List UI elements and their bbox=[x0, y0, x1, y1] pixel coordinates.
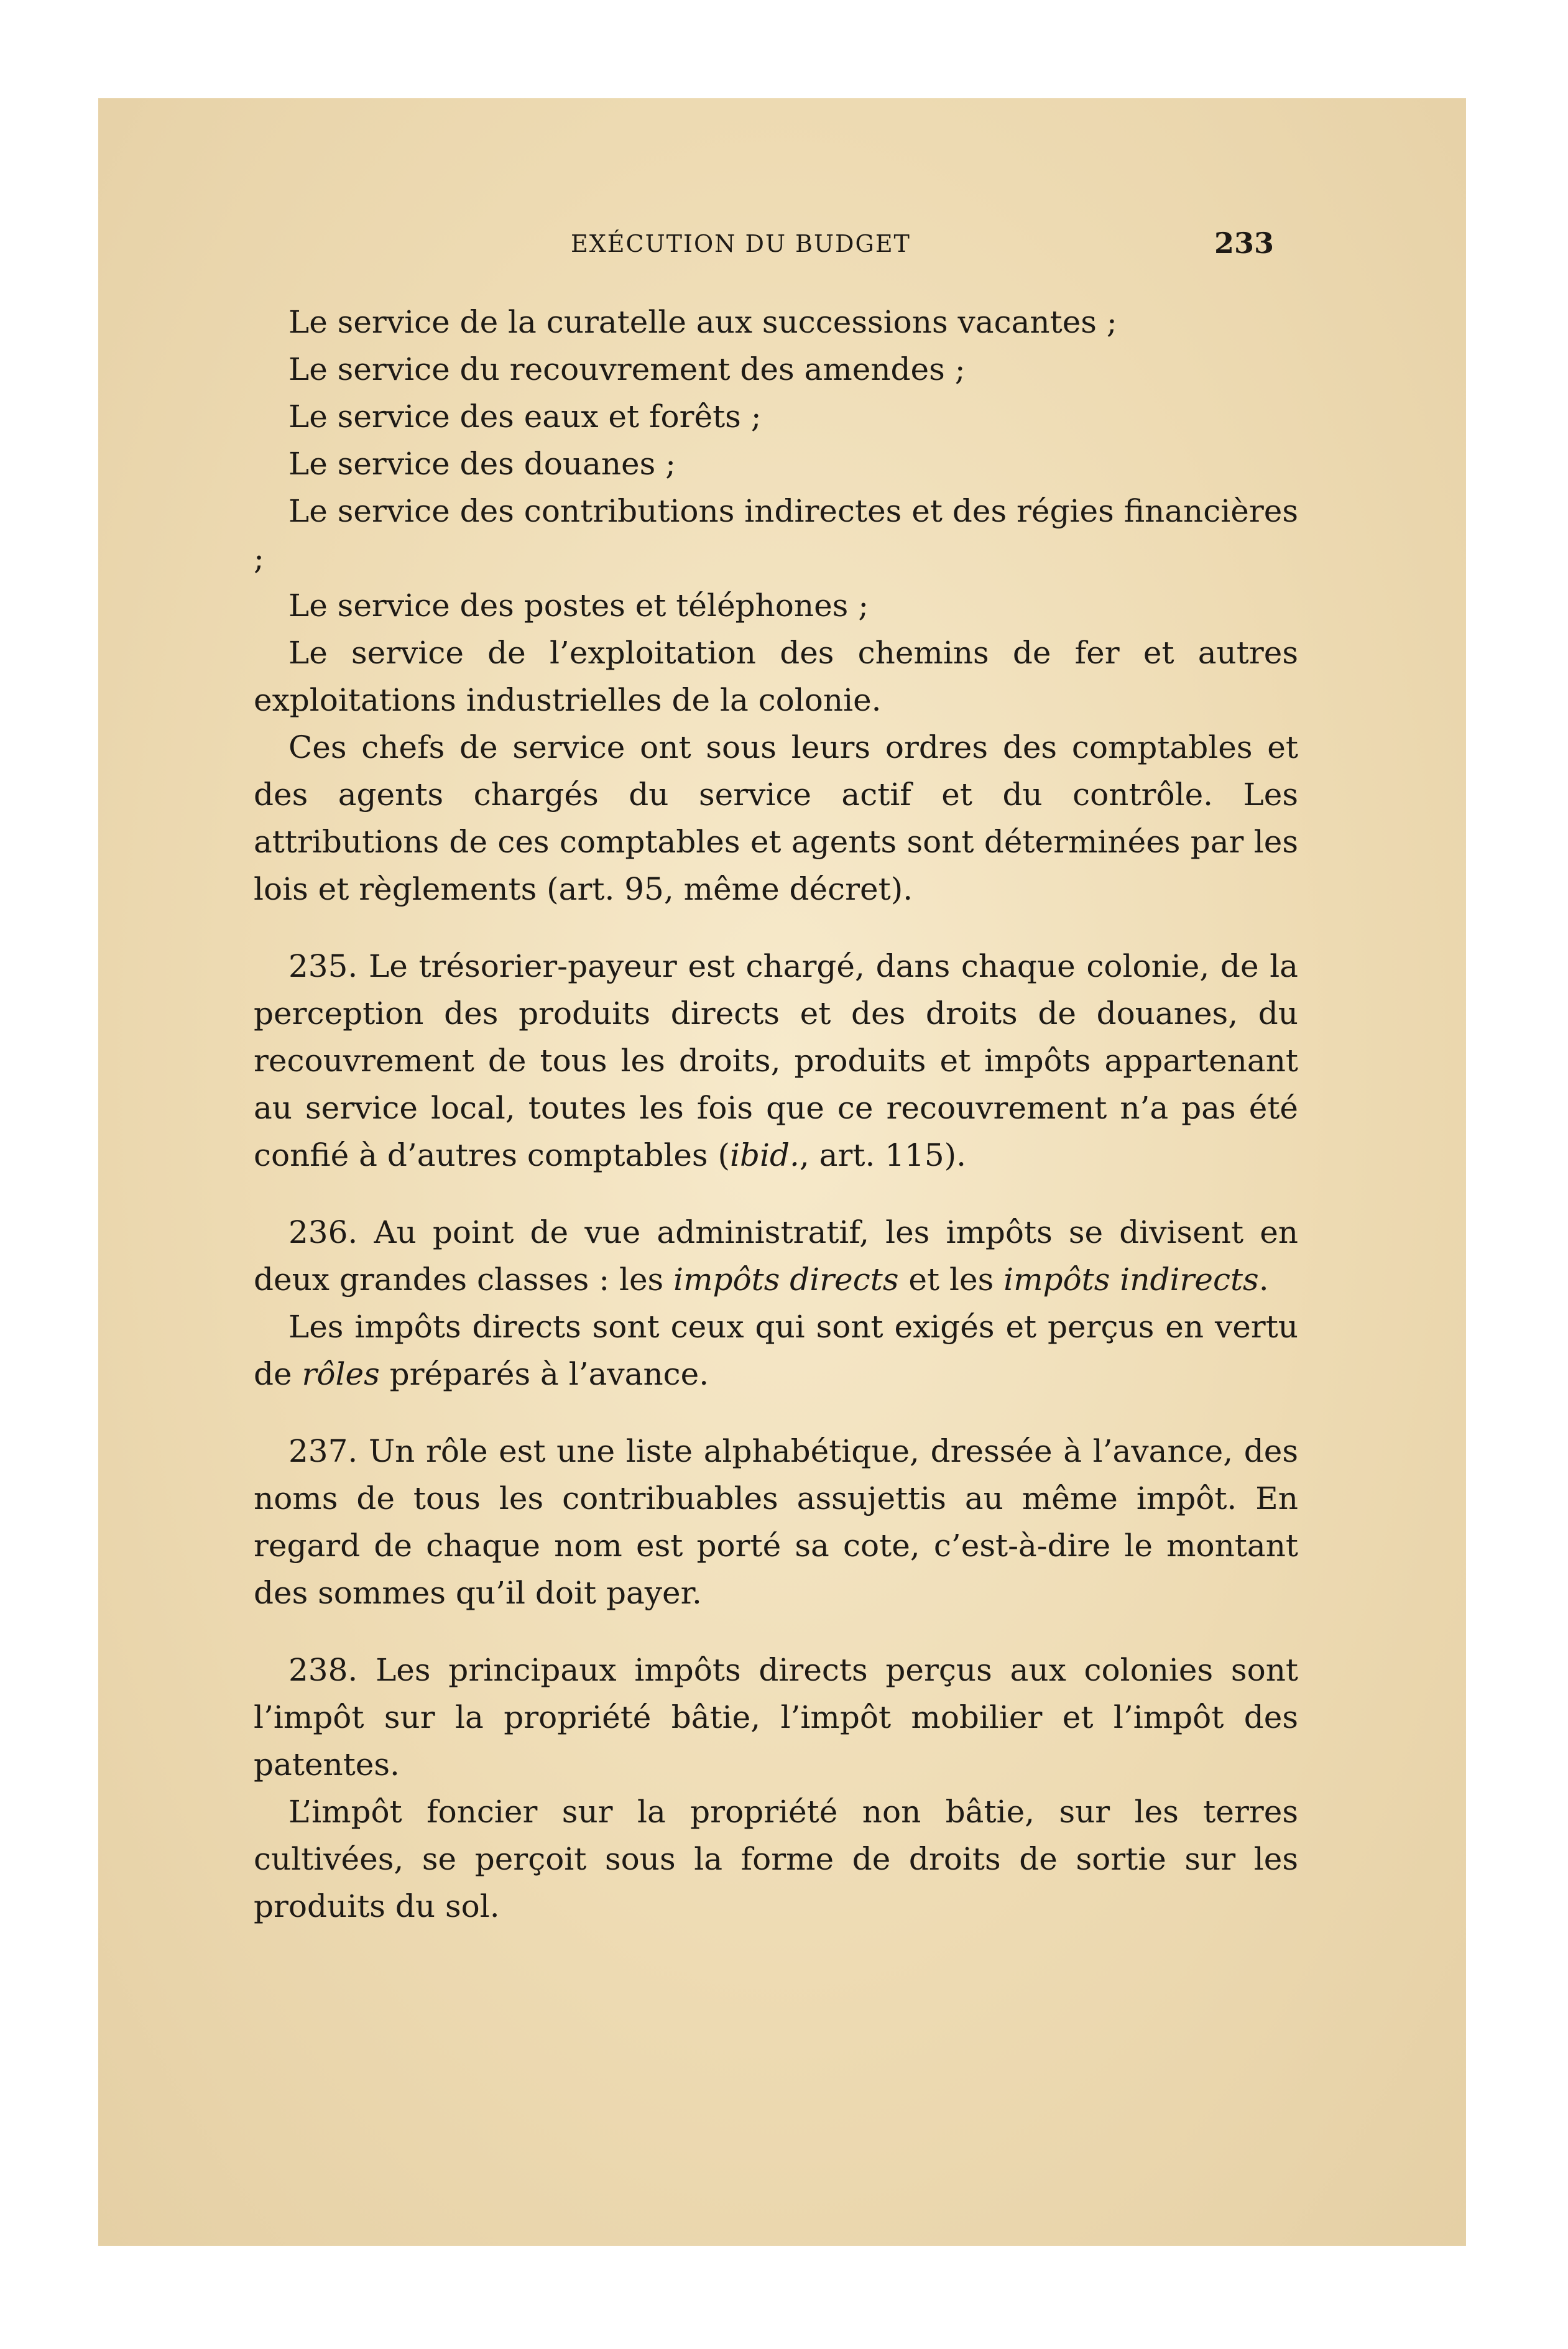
paragraph-service-eaux-forets: Le service des eaux et forêts ; bbox=[288, 399, 762, 435]
paragraph-text-end: préparés à l’avance. bbox=[379, 1356, 709, 1392]
paragraph-service-contributions: Le service des contributions indirectes et des régies financières ; bbox=[254, 493, 1298, 576]
paragraph-impot-foncier: L’impôt foncier sur la propriété non bâtie, sur les terres cultivées, se perçoit sous la forme de droits de sortie sur les produits du sol. bbox=[254, 1794, 1298, 1924]
term-impots-indirects: impôts indirects bbox=[1003, 1262, 1259, 1298]
paragraph-impots-directs bbox=[254, 1303, 1298, 1398]
section-number: 236. bbox=[288, 1214, 358, 1250]
running-title: EXÉCUTION DU BUDGET bbox=[571, 230, 911, 257]
section-text-end: , art. 115). bbox=[799, 1137, 967, 1173]
term-roles: rôles bbox=[302, 1356, 380, 1392]
section-number: 237. bbox=[288, 1433, 358, 1469]
paragraph-service-curatelle: Le service de la curatelle aux successions vacantes ; bbox=[288, 304, 1117, 340]
page-content bbox=[98, 98, 1466, 2246]
paragraph-text: Les impôts directs sont ceux qui sont exigés et perçus en vertu de bbox=[254, 1309, 1298, 1392]
running-head bbox=[98, 226, 1466, 267]
section-237 bbox=[254, 1428, 1298, 1617]
paragraph-chefs-de-service: Ces chefs de service ont sous leurs ordres des comptables et des agents chargés du service actif et du contrôle. Les attributions de ces comptables et agents sont déterminées par les lois et règlements (art. 95, même décret). bbox=[254, 729, 1298, 907]
scanned-page bbox=[98, 98, 1466, 2246]
section-235 bbox=[254, 943, 1298, 1179]
paragraph-service-chemins-de-fer: Le service de l’exploitation des chemins de fer et autres exploitations industrielles de la colonie. bbox=[254, 635, 1298, 718]
section-text: Les principaux impôts directs perçus aux colonies sont l’impôt sur la propriété bâtie, l’impôt mobilier et l’impôt des patentes. bbox=[254, 1652, 1298, 1783]
page-number: 233 bbox=[1214, 226, 1275, 260]
section-number: 235. bbox=[288, 948, 358, 984]
section-text: Au point de vue administratif, les impôts se divisent en deux grandes classes : les bbox=[254, 1214, 1298, 1298]
section-text: Un rôle est une liste alphabétique, dressée à l’avance, des noms de tous les contribuables assujettis au même impôt. En regard de chaque nom est porté sa cote, c’est-à-dire le montant des sommes qu’il doit payer. bbox=[254, 1433, 1298, 1611]
section-text: Le trésorier-payeur est chargé, dans chaque colonie, de la perception des produits directs et des droits de douanes, du recouvrement de tous les droits, produits et impôts appartenant au service local, toutes les fois que ce recouvrement n’a pas été confié à d’autres comptables ( bbox=[254, 948, 1298, 1173]
section-238 bbox=[254, 1646, 1298, 1788]
body-text bbox=[254, 298, 1298, 1930]
section-number: 238. bbox=[288, 1652, 358, 1688]
paragraph-service-amendes: Le service du recouvrement des amendes ; bbox=[288, 351, 966, 387]
paragraph-service-postes: Le service des postes et téléphones ; bbox=[288, 588, 869, 624]
ibid-citation: ibid. bbox=[729, 1137, 800, 1173]
paragraph-service-douanes: Le service des douanes ; bbox=[288, 446, 676, 482]
section-236 bbox=[254, 1209, 1298, 1303]
term-impots-directs: impôts directs bbox=[673, 1262, 899, 1298]
section-text-join: et les bbox=[898, 1262, 1004, 1298]
section-text-end: . bbox=[1258, 1262, 1269, 1298]
